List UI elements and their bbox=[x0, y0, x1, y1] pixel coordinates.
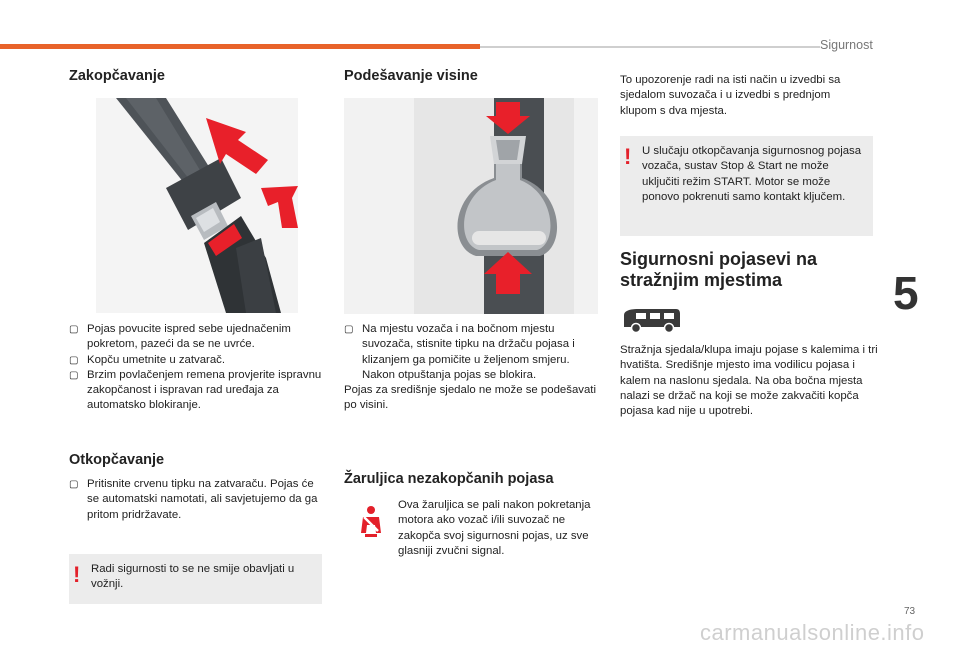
heading-lamp: Žaruljica nezakopčanih pojasa bbox=[344, 471, 554, 487]
checkbox-bullet-icon: ▢ bbox=[69, 324, 79, 335]
height-steps bbox=[344, 322, 600, 414]
buckle-steps bbox=[69, 322, 327, 414]
warning-icon: ! bbox=[624, 144, 632, 169]
checkbox-bullet-icon: ▢ bbox=[69, 479, 79, 490]
list-item: ▢ Kopču umetnite u zatvarač. bbox=[69, 353, 327, 368]
height-adjust-illustration bbox=[344, 98, 598, 314]
heading-height: Podešavanje visine bbox=[344, 68, 478, 84]
header-accent-bar bbox=[0, 44, 480, 49]
section-title: Sigurnost bbox=[820, 38, 873, 52]
checkbox-bullet-icon: ▢ bbox=[344, 324, 354, 335]
checkbox-bullet-icon: ▢ bbox=[69, 354, 79, 366]
buckle-illustration bbox=[96, 98, 298, 313]
lamp-text: Ova žaruljica se pali nakon pokretanja motora ako vozač i/ili suvozač ne zakopča svoj sigurnosni pojas, uz sve glasniji zvučni signal. bbox=[398, 499, 591, 557]
heading-buckle: Zakopčavanje bbox=[69, 68, 165, 84]
list-item: ▢ Brzim povlačenjem remena provjerite ispravnu zakopčanost i ispravan rad uređaja za automatsko blokiranje. bbox=[69, 368, 322, 412]
heading-rear-belts: Sigurnosni pojasevi na stražnjim mjestima bbox=[620, 249, 818, 290]
warning-icon: ! bbox=[73, 562, 81, 587]
seatbelt-warning-icon bbox=[356, 505, 386, 539]
rear-belts-text: Stražnja sjedala/klupa imaju pojase s kalemima i tri hvatišta. Središnje mjesto ima vodilicu pojasa i kalem na naslonu sjedala. Na oba bočna mjesta nalazi se držač na koji se može zakvačiti kopča pojasa kad nije u upotrebi. bbox=[620, 344, 878, 418]
chapter-number: 5 bbox=[893, 267, 919, 319]
watermark: carmanualsonline.info bbox=[700, 620, 925, 645]
intro-text: To upozorenje radi na isti način u izvedbi sa sjedalom suvozača i u izvedbi s prednjom klupom s dva mjesta. bbox=[620, 74, 841, 117]
warning-text: Radi sigurnosti to se ne smije obavljati u vožnji. bbox=[91, 563, 295, 591]
warning-box-driving bbox=[69, 554, 322, 604]
warning-text: U slučaju otkopčavanja sigurnosnog pojasa vozača, sustav Stop & Start ne može uključiti režim START. Motor se može ponovo pokrenuti samo kontakt ključem. bbox=[642, 145, 862, 203]
van-icon bbox=[620, 305, 682, 335]
header-rule bbox=[480, 46, 820, 48]
page-number: 73 bbox=[904, 606, 916, 617]
list-item: ▢ Pritisnite crvenu tipku na zatvaraču. Pojas će se automatski namotati, ali savjetujemo da ga pritom pridržavate. bbox=[69, 478, 318, 521]
warning-box-stopstart bbox=[620, 136, 873, 236]
unbuckle-steps bbox=[69, 477, 319, 523]
heading-unbuckle: Otkopčavanje bbox=[69, 452, 165, 468]
checkbox-bullet-icon: ▢ bbox=[69, 369, 79, 381]
list-item: ▢ Pojas povucite ispred sebe ujednačenim pokretom, pazeći da se ne uvrće. bbox=[69, 323, 291, 351]
list-item: ▢ Na mjestu vozača i na bočnom mjestu suvozača, stisnite tipku na držaču pojasa i klizanjem ga pomičite u željenom smjeru. Nakon otpuštanja pojas se blokira. bbox=[344, 323, 575, 381]
height-note: Pojas za središnje sjedalo ne može se podešavati po visini. bbox=[344, 384, 597, 412]
